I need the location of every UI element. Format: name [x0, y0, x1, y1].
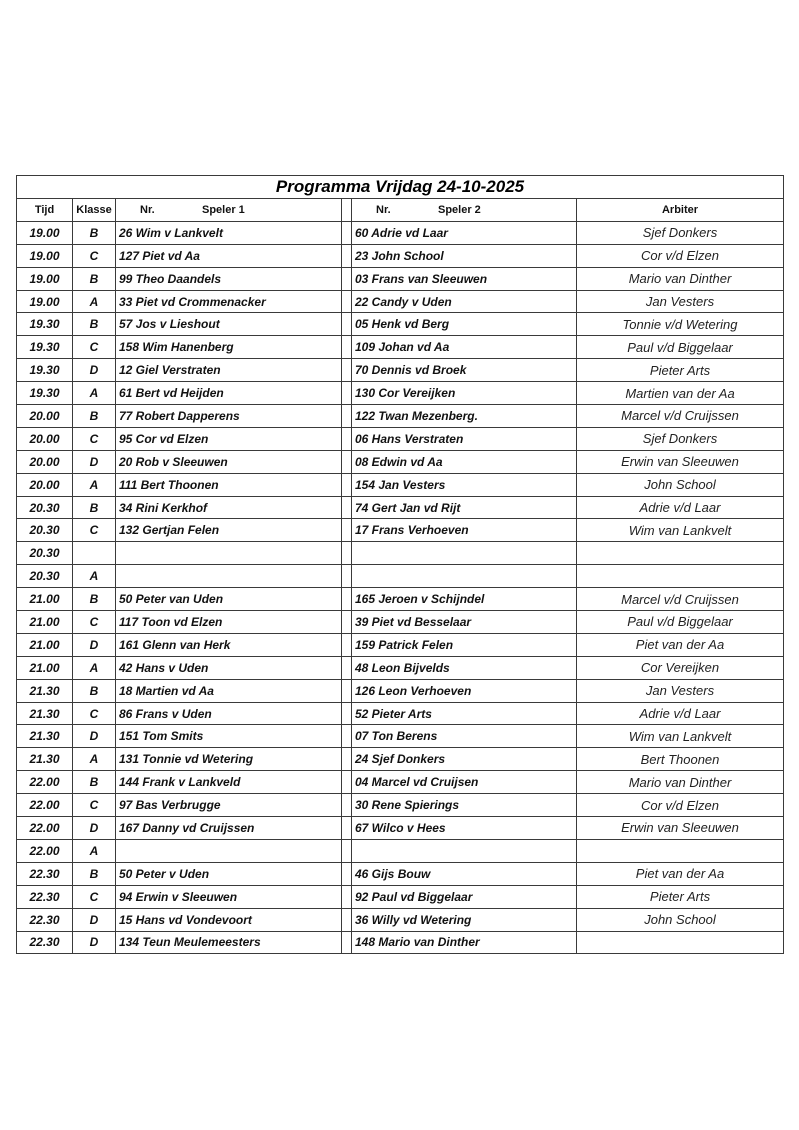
arbiter-cell: Adrie v/d Laar: [577, 496, 784, 519]
player1-cell: 20 Rob v Sleeuwen: [116, 450, 342, 473]
player2-cell: [352, 565, 577, 588]
table-row: [17, 679, 784, 702]
player1-cell: 167 Danny vd Cruijssen: [116, 817, 342, 840]
player1-cell: 144 Frank v Lankveld: [116, 771, 342, 794]
player2-cell: 130 Cor Vereijken: [352, 382, 577, 405]
time-cell: 21.00: [17, 588, 73, 611]
header-klasse: Klasse: [73, 199, 116, 222]
player2-cell: 60 Adrie vd Laar: [352, 221, 577, 244]
arbiter-cell: [577, 565, 784, 588]
class-cell: C: [73, 611, 116, 634]
gap-cell: [342, 748, 352, 771]
time-cell: 19.00: [17, 290, 73, 313]
class-cell: B: [73, 771, 116, 794]
time-cell: 19.00: [17, 221, 73, 244]
header-speler1: [116, 199, 342, 222]
class-cell: B: [73, 679, 116, 702]
schedule-sheet: [16, 175, 783, 954]
time-cell: 19.30: [17, 313, 73, 336]
time-cell: 20.30: [17, 519, 73, 542]
player2-cell: 148 Mario van Dinther: [352, 931, 577, 954]
gap-cell: [342, 679, 352, 702]
player2-cell: 122 Twan Mezenberg.: [352, 405, 577, 428]
table-row: [17, 839, 784, 862]
player1-cell: 151 Tom Smits: [116, 725, 342, 748]
player2-cell: 30 Rene Spierings: [352, 794, 577, 817]
time-cell: 22.30: [17, 885, 73, 908]
player2-cell: [352, 542, 577, 565]
player1-cell: 86 Frans v Uden: [116, 702, 342, 725]
arbiter-cell: Mario van Dinther: [577, 267, 784, 290]
table-row: [17, 267, 784, 290]
gap-cell: [342, 885, 352, 908]
arbiter-cell: Erwin van Sleeuwen: [577, 450, 784, 473]
table-row: [17, 885, 784, 908]
player1-cell: 111 Bert Thoonen: [116, 473, 342, 496]
arbiter-cell: Mario van Dinther: [577, 771, 784, 794]
player2-cell: 39 Piet vd Besselaar: [352, 611, 577, 634]
player2-cell: 22 Candy v Uden: [352, 290, 577, 313]
player2-cell: 17 Frans Verhoeven: [352, 519, 577, 542]
gap-cell: [342, 817, 352, 840]
player2-cell: 08 Edwin vd Aa: [352, 450, 577, 473]
title-row: [17, 176, 784, 199]
player2-cell: 109 Johan vd Aa: [352, 336, 577, 359]
player1-cell: 77 Robert Dapperens: [116, 405, 342, 428]
page-title: [17, 176, 784, 199]
class-cell: B: [73, 267, 116, 290]
time-cell: 21.30: [17, 702, 73, 725]
player1-cell: 95 Cor vd Elzen: [116, 427, 342, 450]
arbiter-cell: John School: [577, 473, 784, 496]
arbiter-cell: [577, 542, 784, 565]
table-row: [17, 313, 784, 336]
player2-cell: 04 Marcel vd Cruijsen: [352, 771, 577, 794]
time-cell: 20.00: [17, 473, 73, 496]
table-row: [17, 633, 784, 656]
gap-cell: [342, 839, 352, 862]
time-cell: 20.00: [17, 450, 73, 473]
player2-cell: 165 Jeroen v Schijndel: [352, 588, 577, 611]
table-row: [17, 450, 784, 473]
class-cell: C: [73, 427, 116, 450]
table-row: [17, 290, 784, 313]
class-cell: A: [73, 748, 116, 771]
class-cell: D: [73, 450, 116, 473]
gap-cell: [342, 427, 352, 450]
time-cell: 21.00: [17, 633, 73, 656]
gap-cell: [342, 794, 352, 817]
class-cell: A: [73, 565, 116, 588]
time-cell: 20.00: [17, 405, 73, 428]
table-row: [17, 702, 784, 725]
player1-cell: 50 Peter van Uden: [116, 588, 342, 611]
player2-cell: 126 Leon Verhoeven: [352, 679, 577, 702]
table-row: [17, 244, 784, 267]
header-gap: [342, 199, 352, 222]
player1-cell: [116, 565, 342, 588]
time-cell: 20.30: [17, 542, 73, 565]
header-speler1-label: Speler 1: [202, 203, 245, 216]
gap-cell: [342, 931, 352, 954]
class-cell: C: [73, 244, 116, 267]
time-cell: 22.30: [17, 931, 73, 954]
time-cell: 19.00: [17, 267, 73, 290]
player2-cell: 92 Paul vd Biggelaar: [352, 885, 577, 908]
player2-cell: 74 Gert Jan vd Rijt: [352, 496, 577, 519]
time-cell: 19.30: [17, 382, 73, 405]
time-cell: 19.30: [17, 359, 73, 382]
gap-cell: [342, 244, 352, 267]
header-row: [17, 199, 784, 222]
arbiter-cell: Sjef Donkers: [577, 427, 784, 450]
player1-cell: 94 Erwin v Sleeuwen: [116, 885, 342, 908]
arbiter-cell: Jan Vesters: [577, 679, 784, 702]
class-cell: D: [73, 817, 116, 840]
gap-cell: [342, 588, 352, 611]
arbiter-cell: Adrie v/d Laar: [577, 702, 784, 725]
gap-cell: [342, 496, 352, 519]
gap-cell: [342, 267, 352, 290]
header-speler2-label: Speler 2: [438, 203, 481, 216]
arbiter-cell: Sjef Donkers: [577, 221, 784, 244]
table-row: [17, 221, 784, 244]
gap-cell: [342, 908, 352, 931]
time-cell: 21.00: [17, 611, 73, 634]
header-nr1: Nr.: [140, 203, 155, 216]
player1-cell: 57 Jos v Lieshout: [116, 313, 342, 336]
table-row: [17, 382, 784, 405]
table-row: [17, 817, 784, 840]
player2-cell: 70 Dennis vd Broek: [352, 359, 577, 382]
arbiter-cell: Bert Thoonen: [577, 748, 784, 771]
gap-cell: [342, 656, 352, 679]
class-cell: B: [73, 405, 116, 428]
arbiter-cell: Tonnie v/d Wetering: [577, 313, 784, 336]
class-cell: C: [73, 519, 116, 542]
table-row: [17, 359, 784, 382]
gap-cell: [342, 221, 352, 244]
player2-cell: 03 Frans van Sleeuwen: [352, 267, 577, 290]
time-cell: 22.30: [17, 862, 73, 885]
class-cell: C: [73, 885, 116, 908]
player1-cell: 97 Bas Verbrugge: [116, 794, 342, 817]
class-cell: C: [73, 702, 116, 725]
arbiter-cell: Wim van Lankvelt: [577, 725, 784, 748]
player2-cell: 154 Jan Vesters: [352, 473, 577, 496]
class-cell: B: [73, 221, 116, 244]
class-cell: D: [73, 633, 116, 656]
arbiter-cell: Cor Vereijken: [577, 656, 784, 679]
arbiter-cell: Marcel v/d Cruijssen: [577, 588, 784, 611]
class-cell: B: [73, 496, 116, 519]
schedule-table: [16, 175, 784, 954]
arbiter-cell: Cor v/d Elzen: [577, 244, 784, 267]
player2-cell: 48 Leon Bijvelds: [352, 656, 577, 679]
player1-cell: 134 Teun Meulemeesters: [116, 931, 342, 954]
gap-cell: [342, 611, 352, 634]
arbiter-cell: Pieter Arts: [577, 359, 784, 382]
gap-cell: [342, 519, 352, 542]
class-cell: B: [73, 588, 116, 611]
class-cell: D: [73, 908, 116, 931]
gap-cell: [342, 542, 352, 565]
arbiter-cell: Martien van der Aa: [577, 382, 784, 405]
class-cell: A: [73, 656, 116, 679]
table-row: [17, 405, 784, 428]
header-arbiter: Arbiter: [577, 199, 784, 222]
class-cell: B: [73, 862, 116, 885]
class-cell: D: [73, 931, 116, 954]
player1-cell: 50 Peter v Uden: [116, 862, 342, 885]
arbiter-cell: Erwin van Sleeuwen: [577, 817, 784, 840]
class-cell: A: [73, 473, 116, 496]
class-cell: D: [73, 725, 116, 748]
player1-cell: 161 Glenn van Herk: [116, 633, 342, 656]
table-row: [17, 794, 784, 817]
arbiter-cell: [577, 839, 784, 862]
class-cell: A: [73, 290, 116, 313]
player2-cell: 24 Sjef Donkers: [352, 748, 577, 771]
arbiter-cell: [577, 931, 784, 954]
table-row: [17, 908, 784, 931]
table-row: [17, 336, 784, 359]
time-cell: 20.30: [17, 565, 73, 588]
table-row: [17, 931, 784, 954]
arbiter-cell: Cor v/d Elzen: [577, 794, 784, 817]
gap-cell: [342, 313, 352, 336]
schedule-rows: [17, 221, 784, 954]
class-cell: B: [73, 313, 116, 336]
player1-cell: [116, 542, 342, 565]
player1-cell: [116, 839, 342, 862]
time-cell: 20.00: [17, 427, 73, 450]
player1-cell: 127 Piet vd Aa: [116, 244, 342, 267]
player2-cell: 06 Hans Verstraten: [352, 427, 577, 450]
player1-cell: 132 Gertjan Felen: [116, 519, 342, 542]
time-cell: 21.30: [17, 725, 73, 748]
arbiter-cell: Marcel v/d Cruijssen: [577, 405, 784, 428]
time-cell: 22.00: [17, 771, 73, 794]
gap-cell: [342, 359, 352, 382]
table-row: [17, 496, 784, 519]
gap-cell: [342, 473, 352, 496]
time-cell: 21.00: [17, 656, 73, 679]
player1-cell: 18 Martien vd Aa: [116, 679, 342, 702]
time-cell: 20.30: [17, 496, 73, 519]
gap-cell: [342, 725, 352, 748]
table-row: [17, 542, 784, 565]
class-cell: C: [73, 336, 116, 359]
header-tijd: Tijd: [17, 199, 73, 222]
gap-cell: [342, 771, 352, 794]
page-title-text: Programma Vrijdag 24-10-2025: [275, 177, 525, 196]
arbiter-cell: Wim van Lankvelt: [577, 519, 784, 542]
time-cell: 22.00: [17, 839, 73, 862]
gap-cell: [342, 565, 352, 588]
arbiter-cell: Pieter Arts: [577, 885, 784, 908]
class-cell: [73, 542, 116, 565]
time-cell: 19.30: [17, 336, 73, 359]
player1-cell: 99 Theo Daandels: [116, 267, 342, 290]
arbiter-cell: Paul v/d Biggelaar: [577, 611, 784, 634]
table-row: [17, 725, 784, 748]
gap-cell: [342, 405, 352, 428]
player2-cell: 67 Wilco v Hees: [352, 817, 577, 840]
player1-cell: 131 Tonnie vd Wetering: [116, 748, 342, 771]
time-cell: 22.30: [17, 908, 73, 931]
player2-cell: 46 Gijs Bouw: [352, 862, 577, 885]
table-row: [17, 519, 784, 542]
table-row: [17, 565, 784, 588]
time-cell: 19.00: [17, 244, 73, 267]
class-cell: A: [73, 839, 116, 862]
table-row: [17, 427, 784, 450]
gap-cell: [342, 290, 352, 313]
player1-cell: 34 Rini Kerkhof: [116, 496, 342, 519]
player1-cell: 12 Giel Verstraten: [116, 359, 342, 382]
player2-cell: 36 Willy vd Wetering: [352, 908, 577, 931]
player2-cell: 23 John School: [352, 244, 577, 267]
arbiter-cell: Paul v/d Biggelaar: [577, 336, 784, 359]
gap-cell: [342, 382, 352, 405]
table-row: [17, 862, 784, 885]
gap-cell: [342, 862, 352, 885]
player1-cell: 42 Hans v Uden: [116, 656, 342, 679]
arbiter-cell: Piet van der Aa: [577, 862, 784, 885]
class-cell: A: [73, 382, 116, 405]
arbiter-cell: John School: [577, 908, 784, 931]
class-cell: D: [73, 359, 116, 382]
table-row: [17, 771, 784, 794]
player2-cell: 07 Ton Berens: [352, 725, 577, 748]
player1-cell: 158 Wim Hanenberg: [116, 336, 342, 359]
gap-cell: [342, 336, 352, 359]
arbiter-cell: Piet van der Aa: [577, 633, 784, 656]
arbiter-cell: Jan Vesters: [577, 290, 784, 313]
table-row: [17, 748, 784, 771]
player2-cell: 159 Patrick Felen: [352, 633, 577, 656]
time-cell: 22.00: [17, 817, 73, 840]
table-row: [17, 611, 784, 634]
player2-cell: [352, 839, 577, 862]
gap-cell: [342, 702, 352, 725]
gap-cell: [342, 633, 352, 656]
table-row: [17, 588, 784, 611]
player1-cell: 26 Wim v Lankvelt: [116, 221, 342, 244]
time-cell: 22.00: [17, 794, 73, 817]
table-row: [17, 473, 784, 496]
player1-cell: 61 Bert vd Heijden: [116, 382, 342, 405]
player2-cell: 52 Pieter Arts: [352, 702, 577, 725]
class-cell: C: [73, 794, 116, 817]
time-cell: 21.30: [17, 679, 73, 702]
table-row: [17, 656, 784, 679]
player1-cell: 33 Piet vd Crommenacker: [116, 290, 342, 313]
time-cell: 21.30: [17, 748, 73, 771]
gap-cell: [342, 450, 352, 473]
player1-cell: 15 Hans vd Vondevoort: [116, 908, 342, 931]
player2-cell: 05 Henk vd Berg: [352, 313, 577, 336]
player1-cell: 117 Toon vd Elzen: [116, 611, 342, 634]
header-nr2: Nr.: [376, 203, 391, 216]
header-speler2: [352, 199, 577, 222]
